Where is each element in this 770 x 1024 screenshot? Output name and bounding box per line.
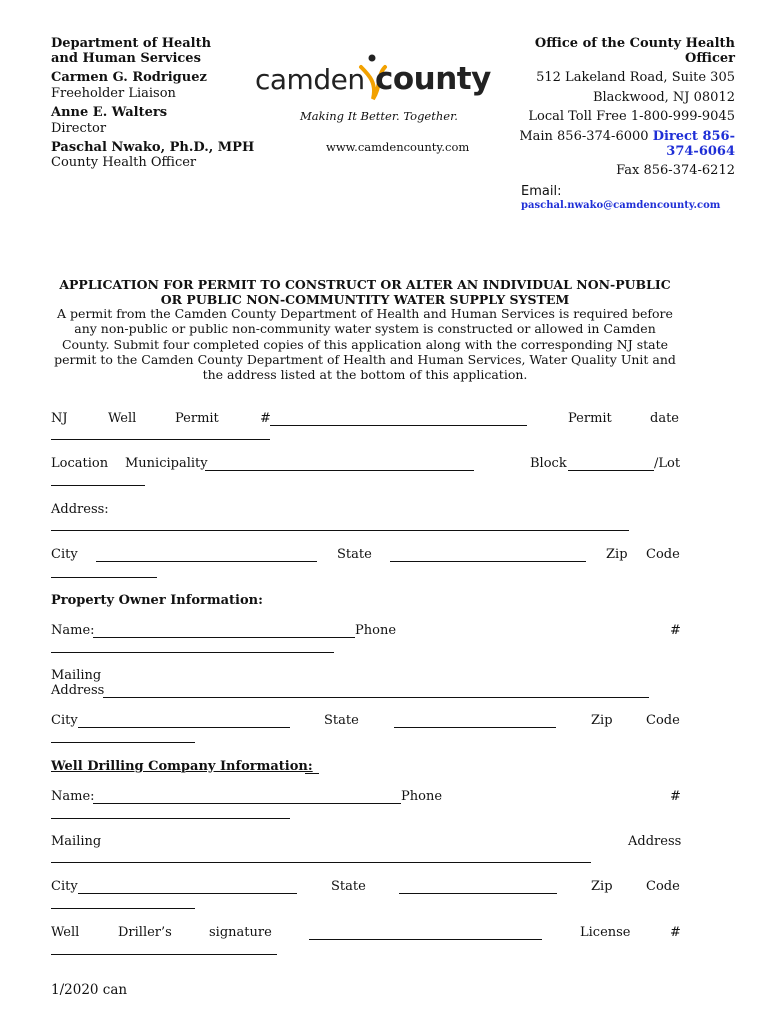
office-line2: Officer bbox=[685, 51, 735, 66]
owner-city-label: City bbox=[51, 713, 78, 728]
owner-state-field[interactable] bbox=[394, 727, 556, 728]
owner-state-label: State bbox=[324, 713, 359, 728]
intro-line5: the address listed at the bottom of this application. bbox=[202, 367, 528, 382]
permit-date-label1: Permit bbox=[568, 411, 612, 426]
direct-number-part2: 374-6064 bbox=[666, 144, 735, 159]
logo-tagline: Making It Better. Together. bbox=[300, 109, 458, 123]
owner-zip-code-label: Code bbox=[646, 713, 680, 728]
driller-zip-code-label: Code bbox=[646, 879, 680, 894]
address-label: Address: bbox=[51, 502, 109, 517]
driller-zip-label: Zip bbox=[591, 879, 613, 894]
driller-zip-field[interactable] bbox=[51, 908, 195, 909]
office-line1: Office of the County Health bbox=[534, 36, 735, 51]
owner-name-label: Name: bbox=[51, 623, 95, 638]
driller-address-label: Address bbox=[628, 834, 682, 849]
person1-name: Carmen G. Rodriguez bbox=[51, 70, 207, 85]
office-address1: 512 Lakeland Road, Suite 305 bbox=[536, 70, 735, 85]
owner-city-field[interactable] bbox=[78, 727, 290, 728]
direct-number-part1: Direct 856- bbox=[652, 129, 735, 144]
website-link[interactable]: www.camdencounty.com bbox=[326, 140, 470, 154]
license-field[interactable] bbox=[51, 954, 277, 955]
driller-state-field[interactable] bbox=[399, 893, 557, 894]
driller-phone-label: Phone bbox=[401, 789, 443, 804]
zip-field[interactable] bbox=[51, 577, 157, 578]
form-title-line2: OR PUBLIC NON-COMMUNTITY WATER SUPPLY SYSTEM bbox=[160, 292, 570, 307]
owner-phone-hash: # bbox=[670, 623, 681, 638]
signature-field[interactable] bbox=[309, 939, 542, 940]
fax-number: Fax 856-374-6212 bbox=[616, 163, 735, 178]
office-address2: Blackwood, NJ 08012 bbox=[592, 90, 735, 105]
logo-word-camden: camden bbox=[255, 63, 365, 96]
state-field[interactable] bbox=[390, 561, 586, 562]
owner-phone-field[interactable] bbox=[51, 652, 334, 653]
zip-code-label: Code bbox=[646, 547, 680, 562]
permit-date-label2: date bbox=[650, 411, 679, 426]
camden-county-logo bbox=[255, 55, 490, 105]
state-label: State bbox=[337, 547, 372, 562]
dept-name-line1: Department of Health bbox=[51, 36, 212, 51]
signature-label: signature bbox=[209, 925, 272, 940]
location-label: Location bbox=[51, 456, 109, 471]
driller-phone-hash: # bbox=[670, 789, 681, 804]
permit-hash-label: # bbox=[260, 411, 271, 426]
driller-city-field[interactable] bbox=[78, 893, 297, 894]
person2-title: Director bbox=[51, 121, 107, 136]
person2-name: Anne E. Walters bbox=[51, 105, 168, 120]
main-number: Main 856-374-6000 bbox=[519, 129, 649, 144]
lot-label: /Lot bbox=[654, 456, 681, 471]
owner-phone-label: Phone bbox=[355, 623, 397, 638]
driller-address-field[interactable] bbox=[51, 862, 591, 863]
driller-heading: Well Drilling Company Information: bbox=[51, 759, 313, 774]
permit-label: Permit bbox=[175, 411, 219, 426]
owner-address-label: Address bbox=[51, 683, 105, 698]
toll-free-number: Local Toll Free 1-800-999-9045 bbox=[528, 109, 735, 124]
block-field[interactable] bbox=[568, 470, 654, 471]
zip-label: Zip bbox=[606, 547, 628, 562]
driller-state-label: State bbox=[331, 879, 366, 894]
well-driller-label: Well bbox=[51, 925, 80, 940]
license-label: License bbox=[580, 925, 631, 940]
person3-title: County Health Officer bbox=[51, 155, 197, 170]
city-label: City bbox=[51, 547, 78, 562]
owner-name-field[interactable] bbox=[93, 637, 355, 638]
footer-revision: 1/2020 can bbox=[51, 982, 128, 998]
municipality-field[interactable] bbox=[205, 470, 474, 471]
intro-line2: any non-public or public non-community water system is constructed or allowed in Camden bbox=[74, 321, 656, 336]
owner-heading: Property Owner Information: bbox=[51, 593, 263, 608]
driller-city-label: City bbox=[51, 879, 78, 894]
intro-line1: A permit from the Camden County Department of Health and Human Services is required before bbox=[57, 306, 673, 321]
person3-name: Paschal Nwako, Ph.D., MPH bbox=[51, 140, 255, 155]
lot-field[interactable] bbox=[51, 485, 145, 486]
email-link[interactable]: paschal.nwako@camdencounty.com bbox=[521, 200, 721, 211]
permit-date-field[interactable] bbox=[51, 439, 270, 440]
form-title-line1: APPLICATION FOR PERMIT TO CONSTRUCT OR ALTER AN INDIVIDUAL NON-PUBLIC bbox=[59, 277, 671, 292]
nj-label: NJ bbox=[51, 411, 68, 426]
block-label: Block bbox=[530, 456, 567, 471]
owner-mailing-label: Mailing bbox=[51, 668, 102, 683]
owner-zip-field[interactable] bbox=[51, 742, 195, 743]
intro-line4: permit to the Camden County Department of Health and Human Services, Water Quality Unit and bbox=[54, 352, 676, 367]
driller-name-label: Name: bbox=[51, 789, 95, 804]
owner-address-field[interactable] bbox=[103, 697, 649, 698]
driller-mailing-label: Mailing bbox=[51, 834, 102, 849]
license-hash: # bbox=[670, 925, 681, 940]
driller-name-field[interactable] bbox=[93, 803, 401, 804]
person1-title: Freeholder Liaison bbox=[51, 86, 176, 101]
driller-heading-underline bbox=[305, 773, 319, 774]
well-label: Well bbox=[108, 411, 137, 426]
city-field[interactable] bbox=[96, 561, 317, 562]
drillers-label: Driller’s bbox=[118, 925, 172, 940]
permit-number-field[interactable] bbox=[270, 425, 527, 426]
intro-line3: County. Submit four completed copies of this application along with the corresponding NJ state bbox=[61, 337, 669, 352]
address-field[interactable] bbox=[51, 530, 629, 531]
owner-zip-label: Zip bbox=[591, 713, 613, 728]
municipality-label: Municipality bbox=[125, 456, 208, 471]
driller-phone-field[interactable] bbox=[51, 818, 290, 819]
dept-name-line2: and Human Services bbox=[51, 51, 201, 66]
email-label: Email: bbox=[521, 184, 562, 199]
main-direct-line bbox=[519, 129, 735, 144]
logo-word-county: county bbox=[375, 61, 491, 97]
